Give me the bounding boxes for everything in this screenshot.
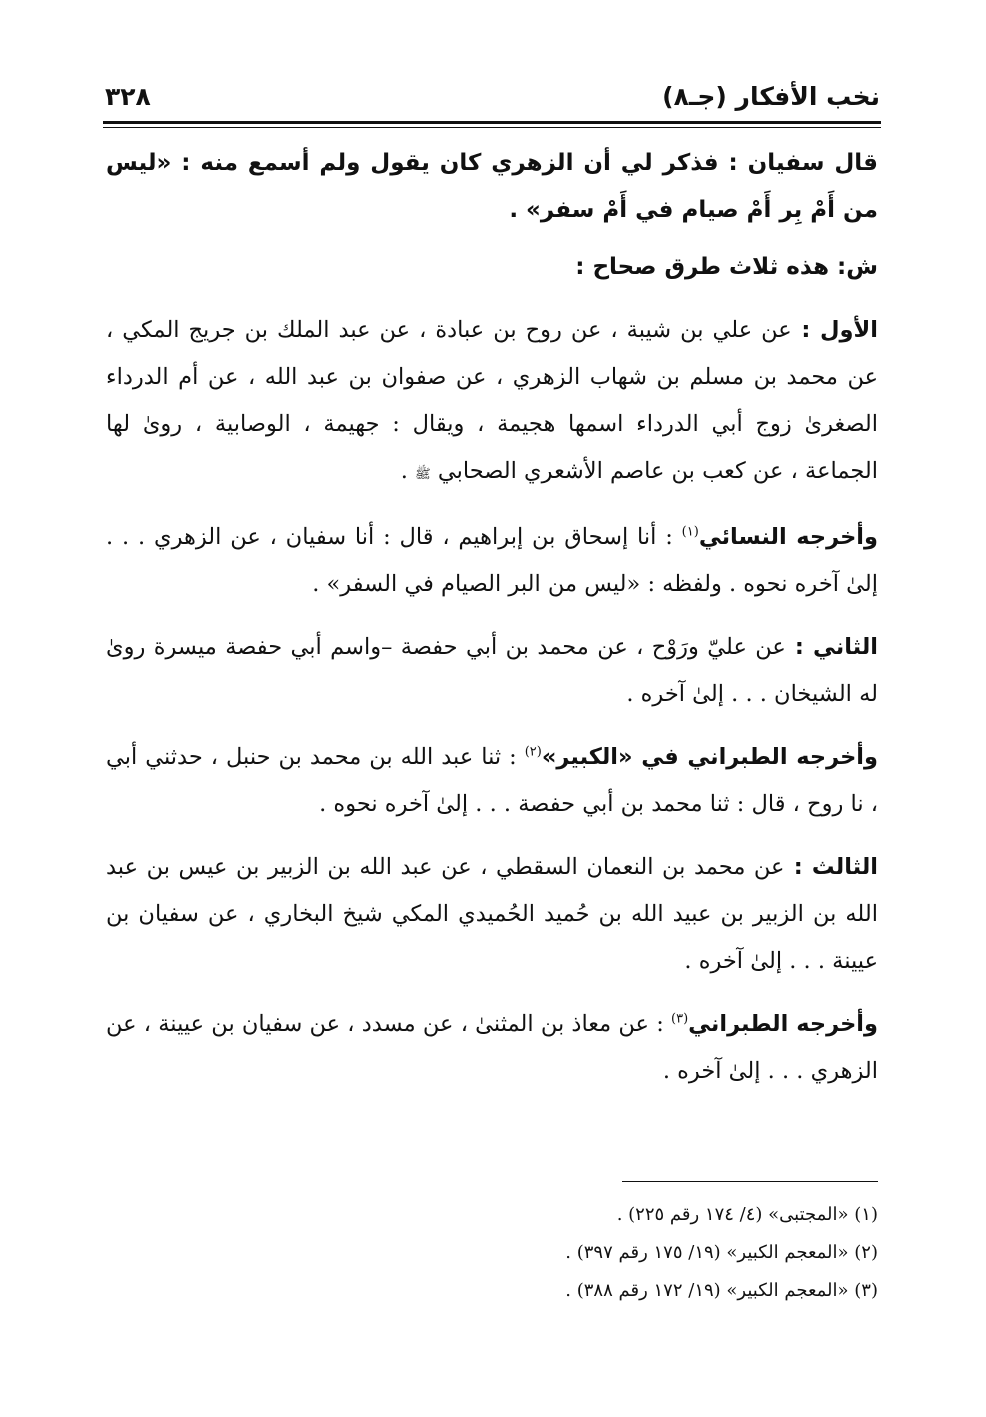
- paragraph-text: : أنا إسحاق بن إبراهيم ، قال : أنا سفيان ، عن الزهري . . . إلىٰ آخره نحوه . ولفظه : «ليس من البر الصيام في السفر» .: [106, 524, 878, 597]
- footnote-separator: [622, 1181, 878, 1182]
- page-header: [105, 78, 880, 114]
- paragraph-summary: ش: هذه ثلاث طرق صحاح :: [575, 254, 878, 280]
- paragraph-second-route: [106, 624, 878, 718]
- paragraph-text: عن عليّ ورَوْح ، عن محمد بن أبي حفصة –واسم أبي حفصة ميسرة روىٰ له الشيخان . . . إلىٰ آخره .: [106, 634, 878, 707]
- footnote-ref-2[interactable]: (٢): [524, 744, 542, 760]
- paragraph-lead: وأخرجه الطبراني في «الكبير»: [541, 744, 878, 770]
- honorific-glyph: ﷺ: [415, 467, 431, 482]
- paragraph-text: : عن معاذ بن المثنىٰ ، عن مسدد ، عن سفيان بن عيينة ، عن الزهري . . . إلىٰ آخره .: [106, 1011, 878, 1084]
- paragraph-text: عن علي بن شيبة ، عن روح بن عبادة ، عن عبد الملك بن جريج المكي ، عن محمد بن مسلم بن شهاب الزهري ، عن صفوان بن عبد الله ، عن أم الدرداء الصغرىٰ زوج أبي الدرداء اسمها هجيمة ، ويقال : جهيمة ، الوصابية ، روىٰ لها الجماعة ، عن كعب بن عاصم الأشعري الصحابي: [106, 317, 878, 484]
- footnote-2: (٢) «المعجم الكبير» (١٩/ ١٧٥ رقم ٣٩٧) .: [565, 1242, 878, 1263]
- header-rule-thick: [103, 121, 881, 124]
- paragraph-text: : ثنا عبد الله بن محمد بن حنبل ، حدثني أبي ، نا روح ، قال : ثنا محمد بن أبي حفصة . . . إلىٰ آخره نحوه .: [106, 744, 878, 817]
- paragraph-lead: الأول :: [791, 317, 879, 343]
- footnote-ref-1[interactable]: (١): [681, 524, 699, 540]
- paragraph-tabarani-kabir: [106, 734, 878, 828]
- main-text: [106, 140, 878, 1111]
- footnotes: [300, 1196, 878, 1310]
- header-rule-thin: [103, 127, 881, 128]
- paragraph-lead: الثاني :: [785, 634, 879, 660]
- footnote-1: (١) «المجتبى» (٤/ ١٧٤ رقم ٢٢٥) .: [616, 1204, 878, 1225]
- paragraph-lead: الثالث :: [784, 854, 878, 880]
- footnote-3: (٣) «المعجم الكبير» (١٩/ ١٧٢ رقم ٣٨٨) .: [565, 1280, 878, 1301]
- running-title: نخب الأفكار (جـ٨): [662, 81, 880, 111]
- paragraph-tabarani: [106, 1001, 878, 1095]
- footnote-ref-3[interactable]: (٣): [671, 1011, 689, 1027]
- paragraph-end: .: [400, 458, 416, 484]
- paragraph-lead: وأخرجه النسائي: [698, 524, 878, 550]
- paragraph-third-route: [106, 844, 878, 985]
- paragraph-text: عن محمد بن النعمان السقطي ، عن عبد الله بن الزبير بن عيس بن عبد الله بن الزبير بن عبيد الله بن حُميد الحُميدي المكي شيخ البخاري ، عن سفيان بن عيينة . . . إلىٰ آخره .: [106, 854, 878, 974]
- paragraph-lead: وأخرجه الطبراني: [688, 1011, 878, 1037]
- page-number: ٣٢٨: [105, 81, 151, 111]
- paragraph-nasai: [106, 514, 878, 608]
- paragraph-first-route: [106, 307, 878, 498]
- paragraph-sufyan: قال سفيان : فذكر لي أن الزهري كان يقول ولم أسمع منه : «ليس من أَمْ بِر أَمْ صيام في أَمْ سفر» .: [106, 150, 878, 223]
